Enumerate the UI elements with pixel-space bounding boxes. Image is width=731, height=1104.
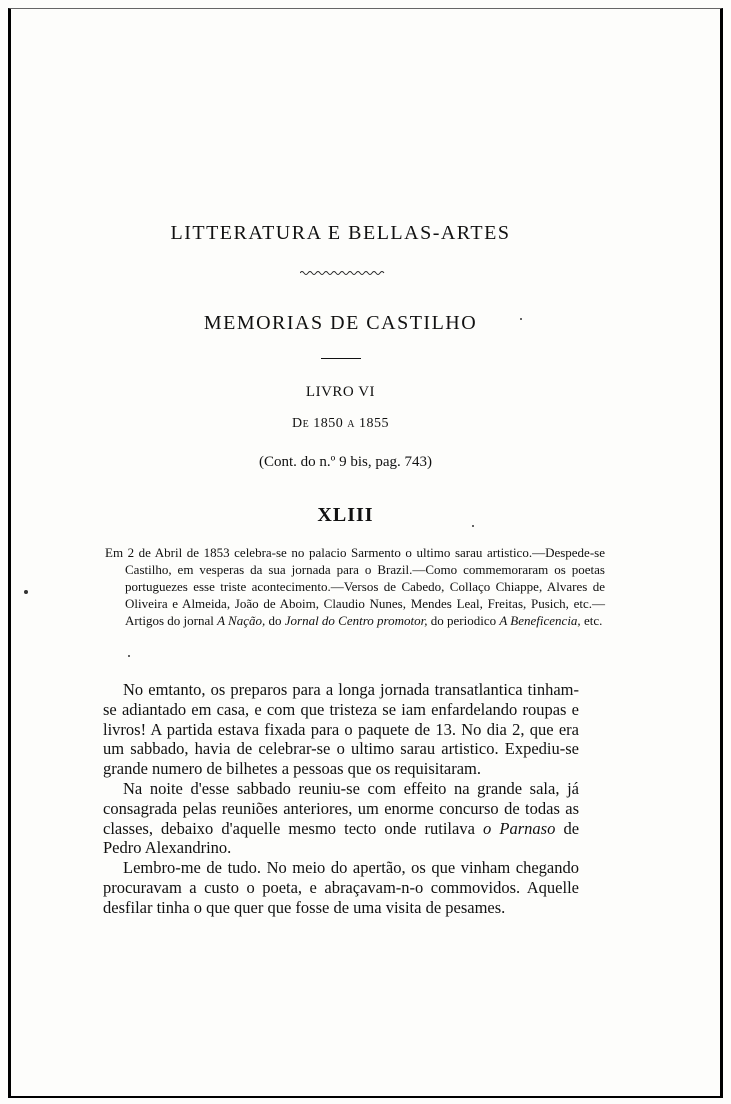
paragraph: Lembro-me de tudo. No meio do apertão, os que vinham chegando procuravam a custo o poeta, e abraçavam-n-o commovidos. Aquelle desfilar tinha o que quer que fosse de uma visita de pesames. — [103, 858, 579, 917]
chapter-number: XLIII — [317, 504, 374, 526]
article-title: MEMORIAS DE CASTILHO — [203, 312, 478, 334]
summary-text: do — [268, 613, 282, 628]
summary-beneficencia: A Beneficencia, — [499, 613, 581, 628]
chapter-summary — [105, 544, 605, 629]
paragraph-italic: o Parnaso — [483, 818, 556, 838]
summary-text: do periodico — [430, 613, 497, 628]
summary-jornal: Jornal do Centro promotor, — [284, 613, 428, 628]
book-years: De 1850 a 1855 — [292, 416, 389, 431]
paragraph — [103, 779, 579, 858]
paragraph-text: Na noite d'esse sabbado reuniu-se com effeito na grande sala, já consagrada pelas reuniões anteriores, um enorme concurso de todas as classes, debaixo d'aquelle mesmo tecto onde rutilava — [103, 778, 579, 838]
title-rule — [321, 358, 361, 359]
summary-text: etc. — [583, 613, 603, 628]
wavy-ornament — [300, 270, 385, 276]
summary-nacao: A Nação, — [217, 613, 266, 628]
paragraph: No emtanto, os preparos para a longa jornada transatlantica tinham-se adiantado em casa, e com que tristeza se iam enfardelando roupas e livros! A partida estava fixada para o paquete de 13. No dia 2, que era um sabbado, havia de celebrar-se o ultimo sarau artistico. Expediu-se grande numero de bilhetes a pessoas que os requisitaram. — [103, 680, 579, 779]
paragraph-text: de Pedro Alexandrino. — [103, 818, 580, 858]
body-text — [103, 680, 579, 918]
summary-text: Em 2 de Abril de 1853 celebra-se no palacio Sarmento o ultimo sarau artistico.—Despede-se Castilho, em vesperas da sua jornada para o Brazil.—Como commemoraram os poetas portuguezes esse triste acontecimento.—Versos de Cabedo, Collaço Chiappe, Alvares de Oliveira e Almeida, João de Aboim, Claudio Nunes, Mendes Leal, Freitas, Pusich, etc.—Artigos do jornal — [105, 545, 605, 628]
section-title: LITTERATURA E BELLAS-ARTES — [170, 222, 511, 244]
continuation-note: (Cont. do n.º 9 bis, pag. 743) — [259, 454, 432, 470]
book-label: LIVRO VI — [305, 384, 376, 400]
